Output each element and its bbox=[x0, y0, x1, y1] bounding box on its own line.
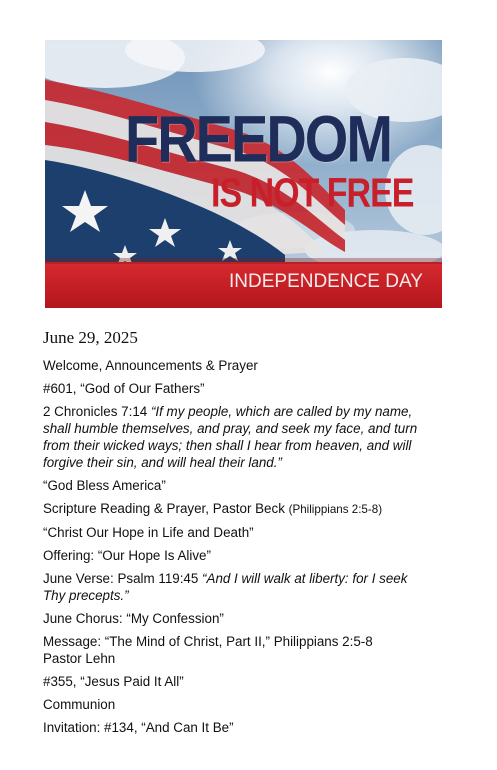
list-item bbox=[43, 633, 423, 667]
list-item bbox=[43, 673, 423, 690]
item-text: “God Bless America” bbox=[43, 478, 166, 493]
item-text: 2 Chronicles 7:14 bbox=[43, 404, 151, 419]
item-verse: “And I will walk at liberty: for I seek Thy precepts.” bbox=[43, 571, 408, 603]
list-item bbox=[43, 380, 423, 397]
list-item bbox=[43, 500, 423, 518]
list-item bbox=[43, 610, 423, 627]
banner-caption: INDEPENDENCE DAY bbox=[229, 271, 423, 292]
item-speaker: Pastor Lehn bbox=[43, 651, 116, 666]
list-item bbox=[43, 477, 423, 494]
independence-day-banner bbox=[45, 40, 442, 308]
item-reference: (Philippians 2:5-8) bbox=[288, 503, 383, 516]
banner-subtitle: IS NOT FREE bbox=[211, 170, 414, 217]
list-item bbox=[43, 719, 423, 736]
item-text: June Chorus: “My Confession” bbox=[43, 611, 224, 626]
item-text: Scripture Reading & Prayer, Pastor Beck bbox=[43, 501, 289, 516]
item-text: #601, “God of Our Fathers” bbox=[43, 381, 205, 396]
item-text: Message: “The Mind of Christ, Part II,” Philippians 2:5-8 bbox=[43, 634, 373, 649]
item-text: June Verse: Psalm 119:45 bbox=[43, 571, 203, 586]
item-text: Offering: “Our Hope Is Alive” bbox=[43, 548, 211, 563]
banner-text-layer bbox=[45, 40, 442, 308]
list-item bbox=[43, 570, 423, 604]
service-date: June 29, 2025 bbox=[43, 328, 138, 347]
item-text: “Christ Our Hope in Life and Death” bbox=[43, 525, 254, 540]
item-text: Welcome, Announcements & Prayer bbox=[43, 358, 258, 373]
order-of-service bbox=[43, 328, 423, 742]
item-text: #355, “Jesus Paid It All” bbox=[43, 674, 184, 689]
list-item bbox=[43, 547, 423, 564]
item-text: Communion bbox=[43, 697, 116, 712]
item-text: Invitation: #134, “And Can It Be” bbox=[43, 720, 234, 735]
list-item bbox=[43, 403, 423, 471]
list-item bbox=[43, 696, 423, 713]
item-verse: “If my people, which are called by my name, shall humble themselves, and pray, and seek my face, and turn from their wicked ways; then shall I hear from heaven, and will forgive their sin, and will heal their land.” bbox=[43, 404, 418, 470]
banner-title: FREEDOM bbox=[125, 101, 391, 176]
list-item bbox=[43, 524, 423, 541]
list-item bbox=[43, 357, 423, 374]
